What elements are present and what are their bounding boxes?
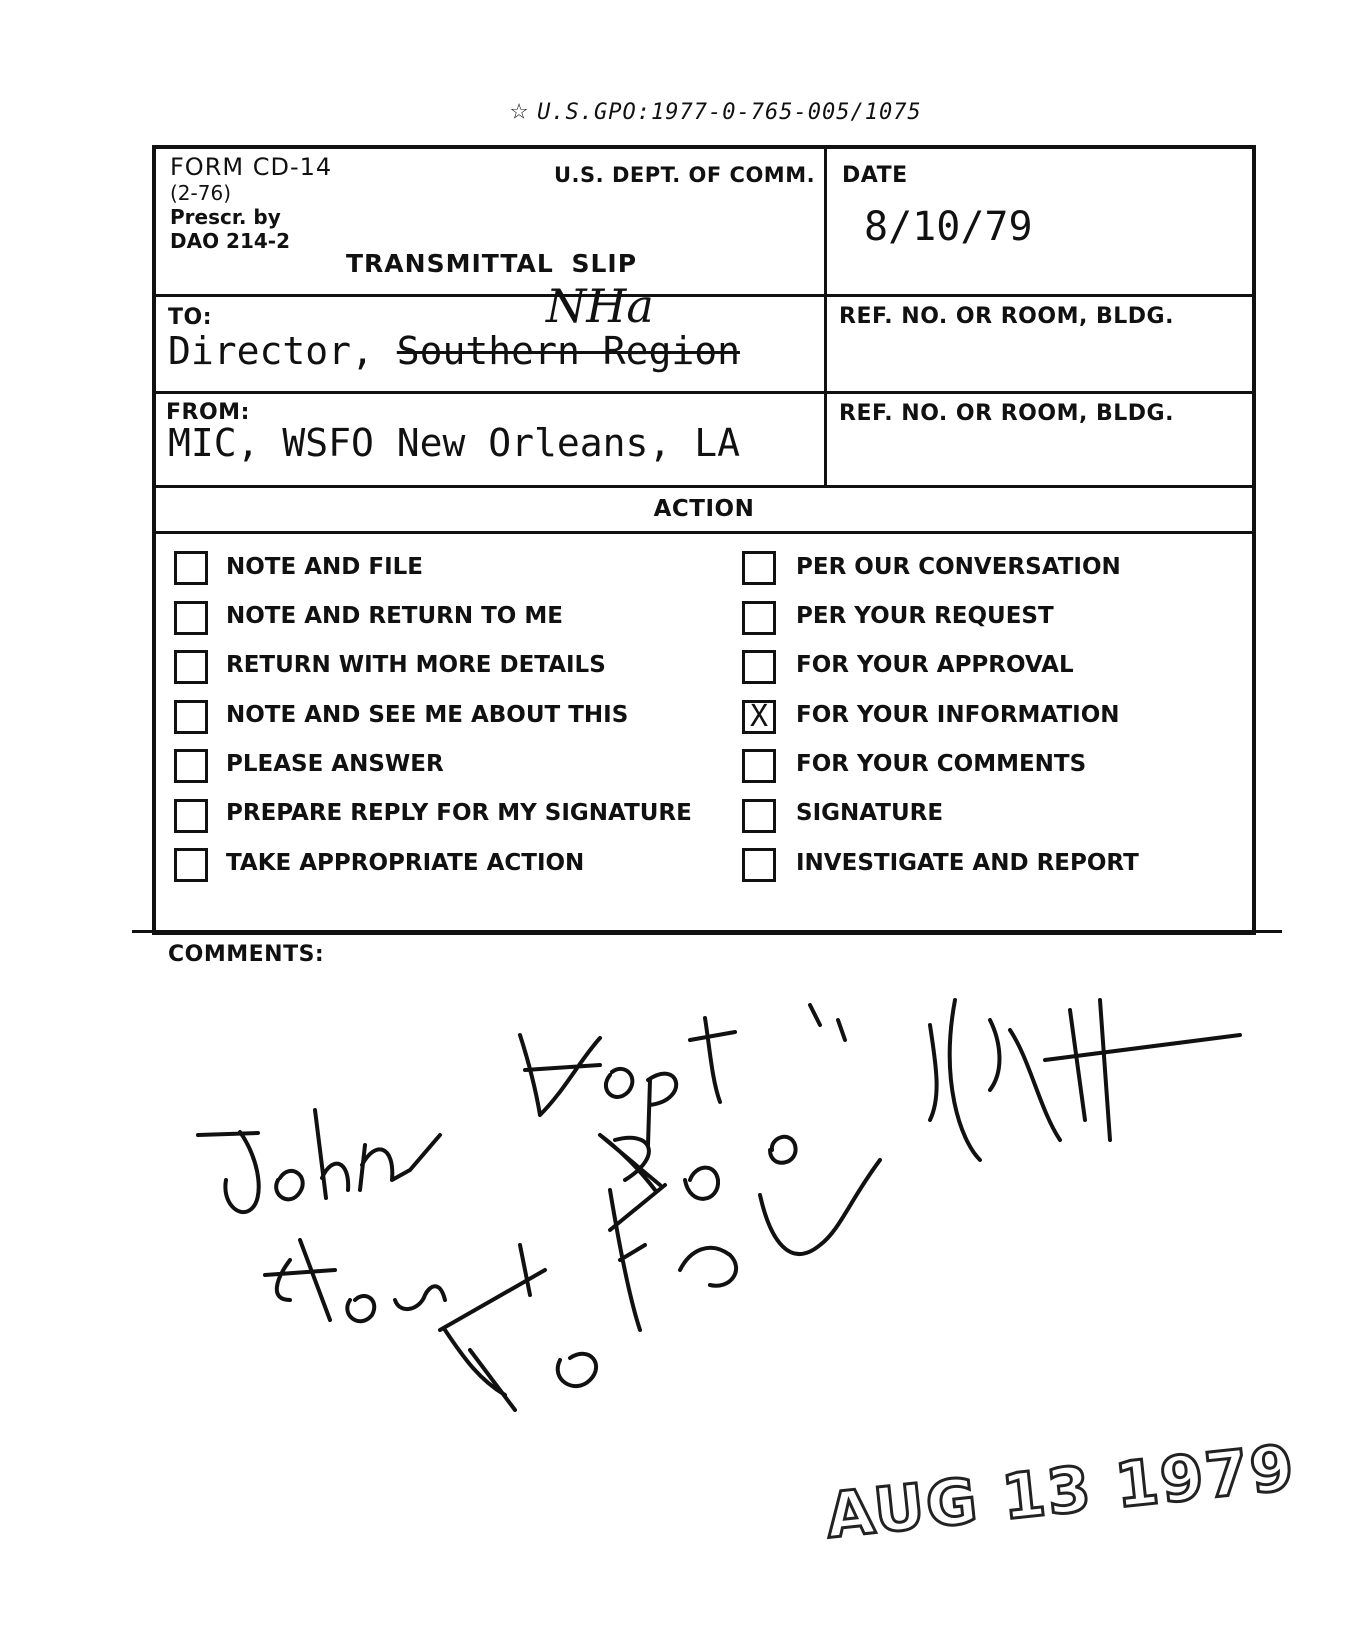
gpo-print-text: U.S.GPO:1977-0-765-005/1075: [537, 100, 922, 125]
to-label: TO:: [168, 305, 213, 330]
comments-label: COMMENTS:: [168, 942, 325, 967]
checkbox-note-and-file[interactable]: [174, 551, 208, 585]
checkbox-per-conversation[interactable]: [742, 551, 776, 585]
label-return-more-details: RETURN WITH MORE DETAILS: [226, 652, 606, 678]
gpo-print-line: [510, 92, 922, 127]
handwritten-text: [0, 0, 1, 1]
label-investigate: INVESTIGATE AND REPORT: [796, 850, 1139, 876]
to-ref-label: REF. NO. OR ROOM, BLDG.: [839, 304, 1174, 329]
label-for-approval: FOR YOUR APPROVAL: [796, 652, 1074, 678]
dao-number: DAO 214-2: [170, 229, 291, 253]
checkbox-for-comments[interactable]: [742, 749, 776, 783]
label-for-comments: FOR YOUR COMMENTS: [796, 751, 1087, 777]
form-title: TRANSMITTAL SLIP: [346, 249, 638, 278]
from-divider: [156, 485, 1252, 488]
action-divider: [156, 531, 1252, 534]
from-ref-label: REF. NO. OR ROOM, BLDG.: [839, 401, 1174, 426]
to-divider: [156, 391, 1252, 394]
to-name: [168, 329, 740, 373]
label-note-and-return: NOTE AND RETURN TO ME: [226, 603, 563, 629]
form-id-block: [170, 153, 332, 253]
prescribed-by: Prescr. by: [170, 205, 281, 229]
checkbox-note-and-return[interactable]: [174, 601, 208, 635]
label-per-request: PER YOUR REQUEST: [796, 603, 1054, 629]
handwritten-note-text: [0, 0, 1, 1]
star-icon: ☆: [510, 92, 530, 127]
checkbox-take-action[interactable]: [174, 848, 208, 882]
to-handwritten-insert: NHa: [546, 279, 654, 333]
label-take-action: TAKE APPROPRIATE ACTION: [226, 850, 585, 876]
form-bottom-rule: [132, 930, 1282, 933]
label-for-information: FOR YOUR INFORMATION: [796, 702, 1120, 728]
to-name-typed: Director,: [168, 329, 374, 373]
checkbox-return-more-details[interactable]: [174, 650, 208, 684]
label-note-and-file: NOTE AND FILE: [226, 554, 423, 580]
from-name: MIC, WSFO New Orleans, LA: [168, 421, 740, 465]
checkbox-for-approval[interactable]: [742, 650, 776, 684]
checkbox-for-information[interactable]: X: [742, 700, 776, 734]
department: U.S. DEPT. OF COMM.: [554, 163, 816, 187]
label-signature: SIGNATURE: [796, 800, 944, 826]
checkbox-please-answer[interactable]: [174, 749, 208, 783]
label-prepare-reply: PREPARE REPLY FOR MY SIGNATURE: [226, 800, 692, 826]
label-note-and-see-me: NOTE AND SEE ME ABOUT THIS: [226, 702, 629, 728]
date-value: 8/10/79: [864, 204, 1033, 250]
date-label: DATE: [842, 163, 908, 188]
date-received-stamp: AUG 13 1979: [822, 1430, 1299, 1553]
checkbox-per-request[interactable]: [742, 601, 776, 635]
checkbox-prepare-reply[interactable]: [174, 799, 208, 833]
handwritten-comment: [0, 940, 1351, 1440]
transmittal-form: [152, 145, 1256, 935]
label-please-answer: PLEASE ANSWER: [226, 751, 444, 777]
form-id: FORM CD-14: [170, 153, 333, 181]
header-divider: [156, 294, 1252, 297]
from-label: FROM:: [166, 400, 250, 425]
to-name-struck: Southern Region: [396, 329, 740, 373]
checkbox-note-and-see-me[interactable]: [174, 700, 208, 734]
form-rev: (2-76): [170, 181, 231, 205]
action-heading: ACTION: [653, 496, 755, 522]
checkbox-investigate[interactable]: [742, 848, 776, 882]
column-divider: [824, 149, 827, 487]
label-per-conversation: PER OUR CONVERSATION: [796, 554, 1121, 580]
checkbox-signature[interactable]: [742, 799, 776, 833]
